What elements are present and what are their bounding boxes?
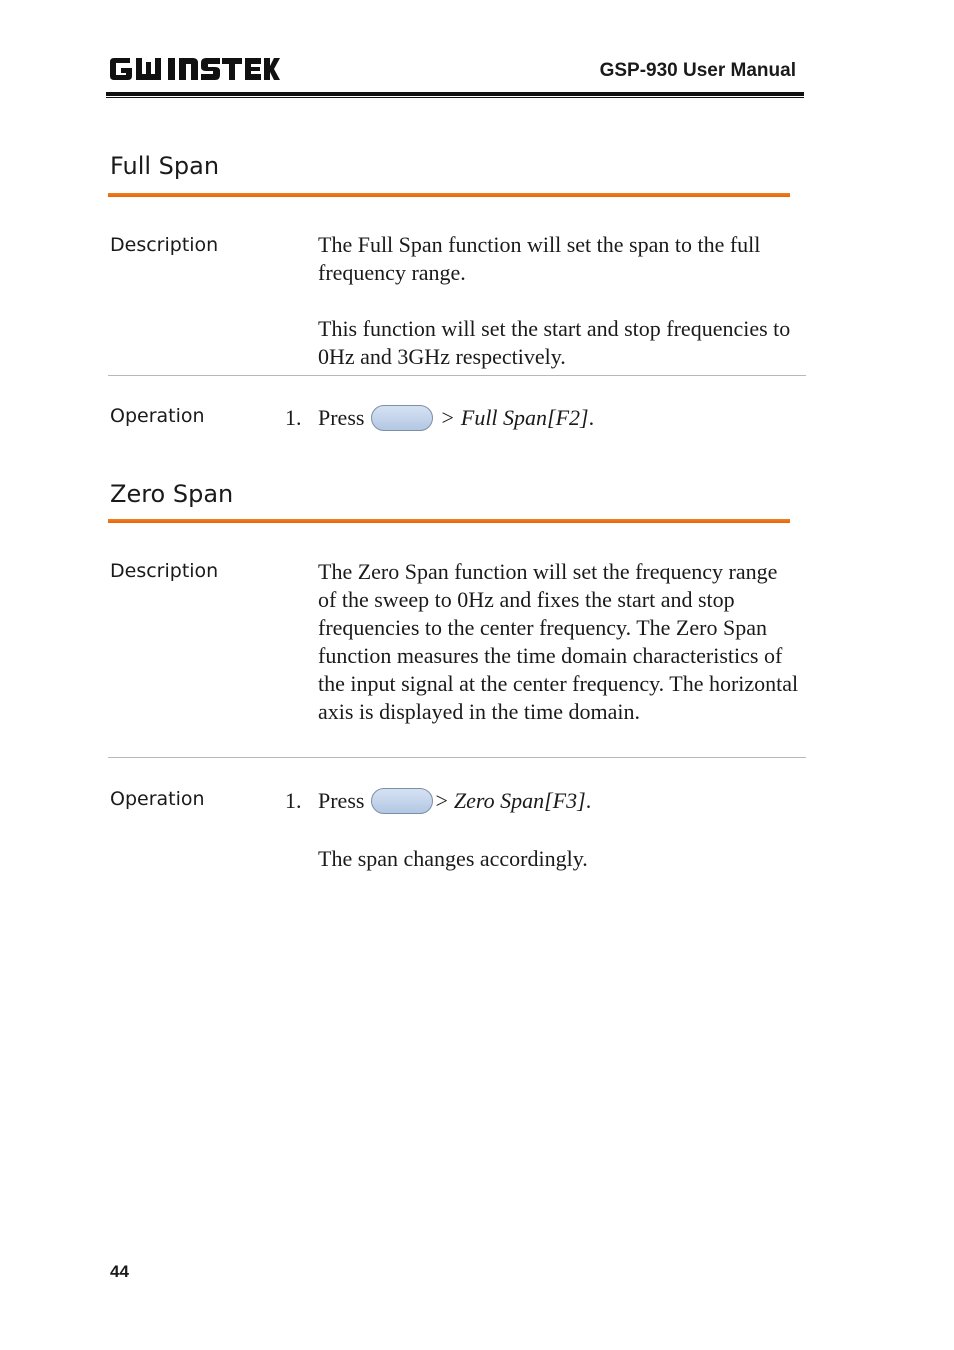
manual-title: GSP-930 User Manual xyxy=(599,60,796,81)
full-span-softkey: Full Span[F2] xyxy=(460,405,589,430)
zero-span-step-number: 1. xyxy=(285,788,302,813)
full-span-description-label: Description xyxy=(110,234,219,256)
zero-span-description: The Zero Span function will set the frequency range of the sweep to 0Hz and fixes the start and stop frequencies to the center frequency. The Zero Span function measures the time domain characteristics of the input signal at the center frequency. The horizontal axis is displayed in the time domain. xyxy=(318,559,799,724)
full-span-step xyxy=(318,402,594,434)
full-span-step-number: 1. xyxy=(285,405,302,430)
section-title-full-span: Full Span xyxy=(110,152,220,180)
gw-instek-logo xyxy=(108,54,280,84)
section-rule-full-span xyxy=(108,193,790,197)
arrow-text: > xyxy=(441,405,454,430)
header-rule-thin xyxy=(106,97,804,98)
period-text: . xyxy=(585,788,592,813)
press-text: Press xyxy=(318,405,365,430)
full-span-description-p1: The Full Span function will set the span to the full frequency range. xyxy=(318,232,761,285)
zero-span-result: The span changes accordingly. xyxy=(318,846,588,871)
page-number: 44 xyxy=(110,1262,129,1281)
zero-span-operation-label: Operation xyxy=(110,788,205,810)
span-key-button-icon xyxy=(371,788,433,814)
span-key-button-icon xyxy=(371,405,433,431)
header-rule xyxy=(106,92,804,96)
zero-span-step xyxy=(318,785,591,817)
zero-span-description-label: Description xyxy=(110,560,219,582)
full-span-divider xyxy=(108,375,806,376)
zero-span-divider xyxy=(108,757,806,758)
full-span-operation-label: Operation xyxy=(110,405,205,427)
section-title-zero-span: Zero Span xyxy=(110,480,234,508)
zero-span-softkey: Zero Span[F3] xyxy=(453,788,586,813)
press-text: Press xyxy=(318,788,365,813)
full-span-description-p2: This function will set the start and stop frequencies to 0Hz and 3GHz respectively. xyxy=(318,316,791,369)
section-rule-zero-span xyxy=(108,519,790,523)
period-text: . xyxy=(588,405,595,430)
arrow-text: > xyxy=(435,788,448,813)
